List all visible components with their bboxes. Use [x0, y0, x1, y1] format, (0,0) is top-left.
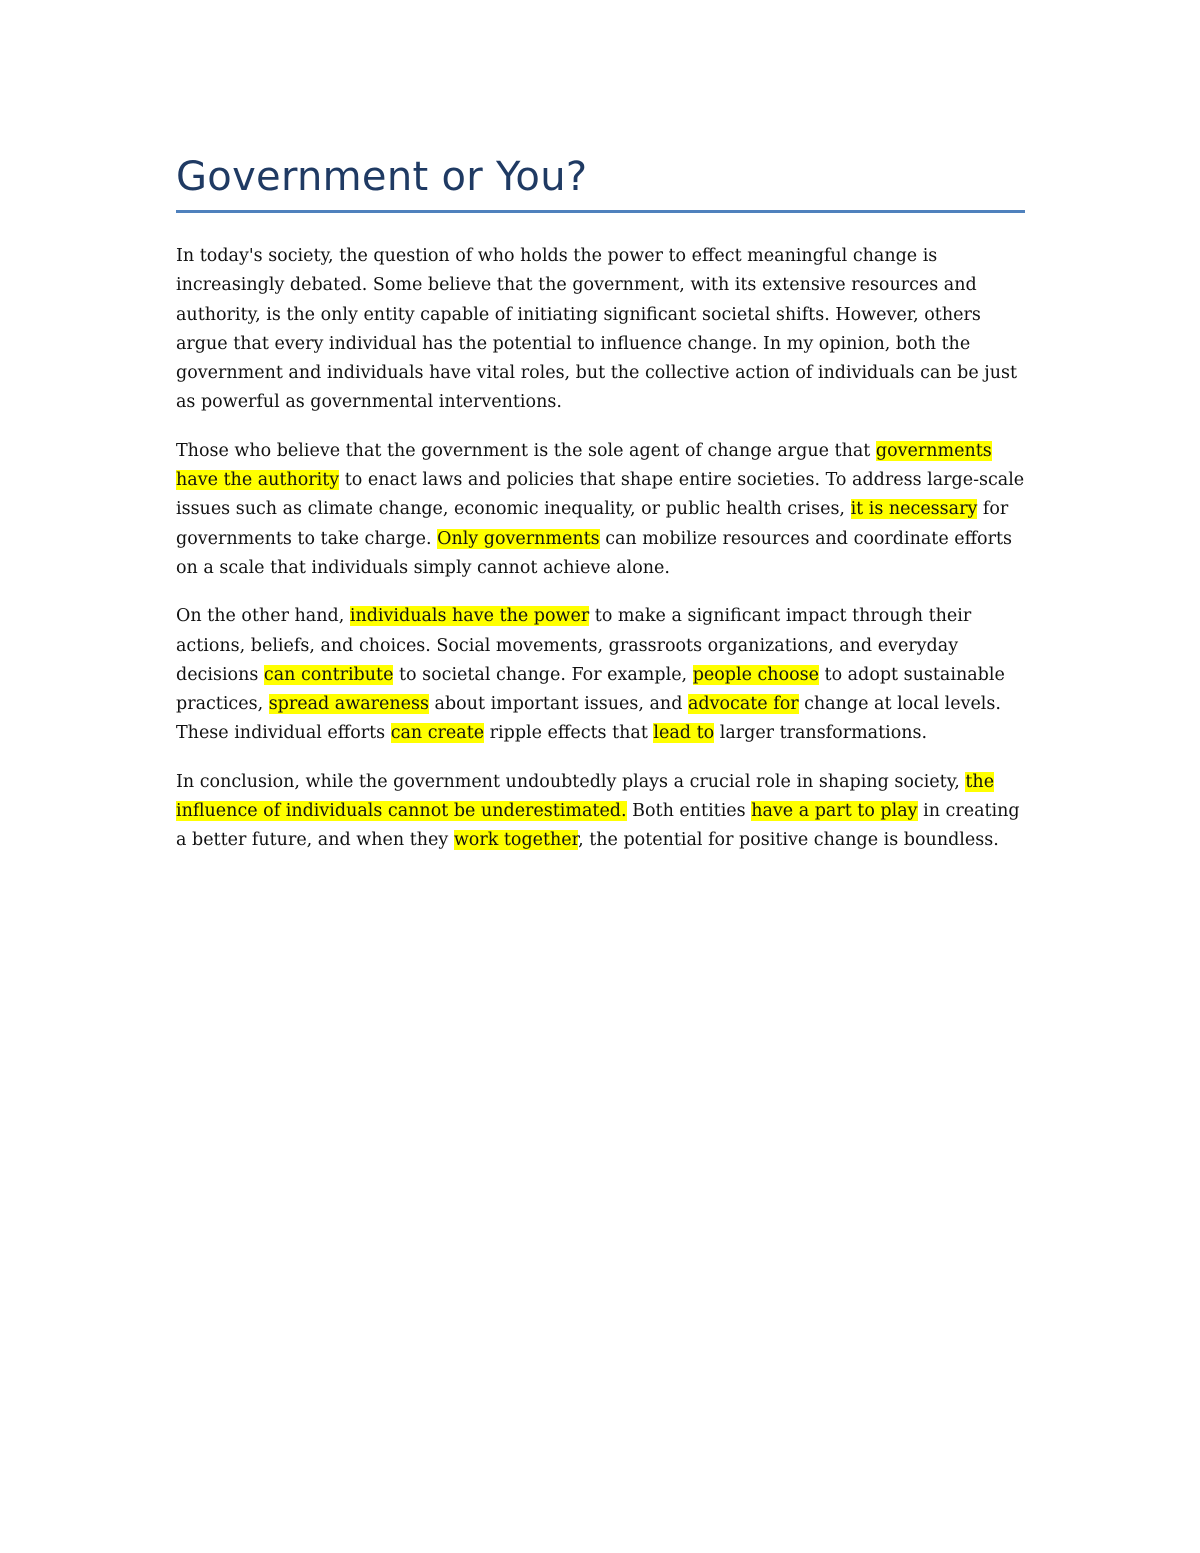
document-body [176, 242, 1025, 875]
text-run: in creating a better future, and when they [176, 801, 1020, 851]
paragraph-individual-view [176, 602, 1025, 748]
text-run: for governments to take charge. [176, 499, 1009, 549]
highlighted-phrase: the influence of individuals cannot be underestimated. [176, 771, 995, 822]
highlighted-phrase: have a part to play [751, 801, 918, 822]
highlighted-phrase: can create [390, 723, 485, 744]
text-run: about important issues, and [428, 694, 688, 715]
highlighted-phrase: governments have the authority [176, 440, 992, 491]
highlighted-phrase: spread awareness [268, 694, 429, 715]
text-run: to enact laws and policies that shape entire societies. To address large-scale issues such as climate change, economic inequality, or public health crises, [176, 470, 1025, 520]
highlighted-phrase: advocate for [687, 694, 799, 715]
highlighted-phrase: work together [453, 830, 579, 851]
paragraph-conclusion [176, 768, 1025, 856]
highlighted-phrase: can contribute [263, 664, 394, 685]
text-run: , the potential for positive change is boundless. [578, 830, 999, 851]
text-run: to adopt sustainable practices, [176, 664, 1005, 715]
text-run: Both entities [626, 801, 752, 822]
paragraph-government-view [176, 437, 1025, 583]
title-underline-rule [176, 210, 1025, 213]
text-run: change at local levels. These individual efforts [176, 694, 1001, 744]
text-run: Those who believe that the government is the sole agent of change argue that [176, 440, 876, 461]
highlighted-phrase: people choose [692, 664, 819, 685]
text-run: to societal change. For example, [393, 664, 693, 685]
highlighted-phrase: Only governments [437, 528, 600, 549]
highlighted-phrase: individuals have the power [349, 606, 590, 627]
text-run: In conclusion, while the government undoubtedly plays a crucial role in shaping society, [176, 771, 966, 792]
highlighted-phrase: it is necessary [850, 499, 978, 520]
text-run: On the other hand, [176, 606, 350, 627]
highlighted-phrase: lead to [653, 723, 715, 744]
text-run: larger transformations. [714, 723, 928, 744]
text-run: ripple effects that [484, 723, 654, 744]
document-title: Government or You? [176, 154, 588, 200]
text-run: to make a significant impact through their actions, beliefs, and choices. Social movements, grassroots organizations, and everyday decisions [176, 606, 972, 685]
text-run: In today's society, the question of who holds the power to effect meaningful change is increasingly debated. Some believe that the government, with its extensive resources and authority, is the only entity capable of initiating significant societal shifts. However, others argue that every individual has the potential to influence change. In my opinion, both the government and individuals have vital roles, but the collective action of individuals can be just as powerful as governmental interventions. [176, 246, 1017, 413]
paragraph-introduction [176, 242, 1025, 418]
text-run: can mobilize resources and coordinate efforts on a scale that individuals simply cannot achieve alone. [176, 528, 1012, 578]
